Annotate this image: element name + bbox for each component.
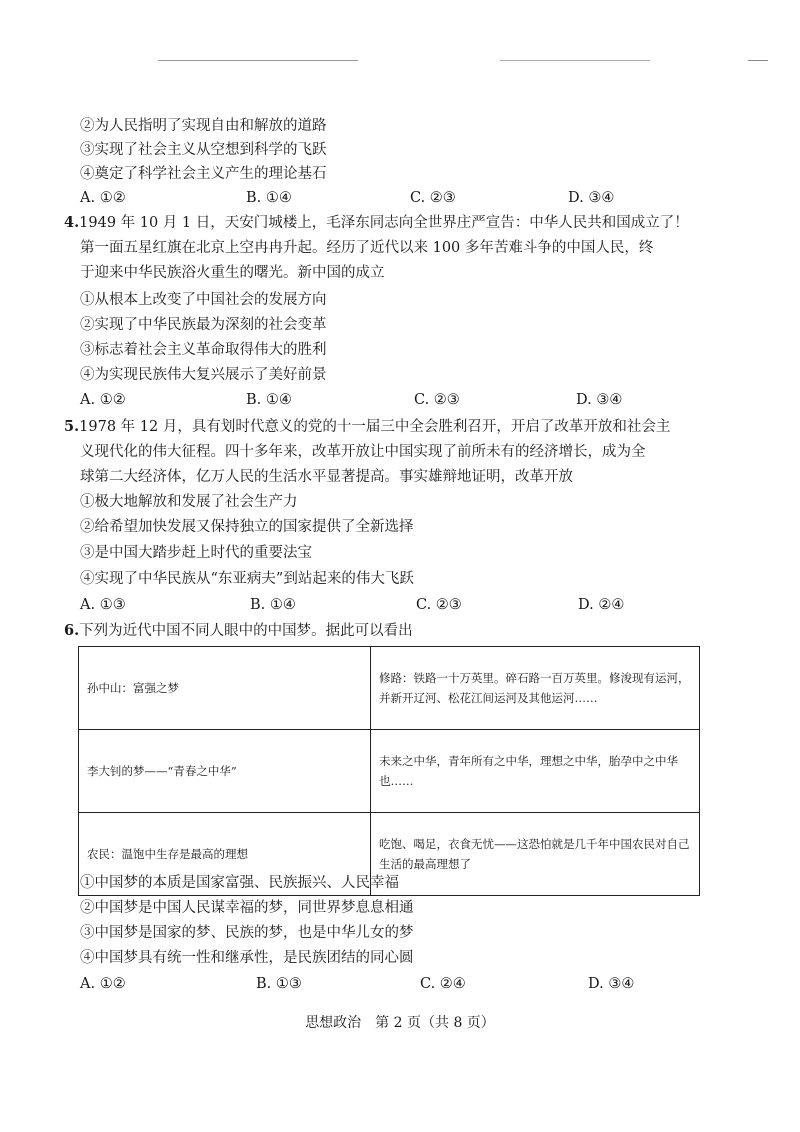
q5-item-4: ④实现了中华民族从“东亚病夫”到站起来的伟大飞跃 — [80, 571, 414, 587]
q3-option-d[interactable]: D. ③④ — [568, 190, 615, 206]
q5-stem-line-1 — [64, 416, 670, 438]
q6-item-3: ③中国梦是国家的梦、民族的梦，也是中华儿女的梦 — [80, 925, 414, 941]
q6-option-d[interactable]: D. ③④ — [588, 976, 635, 992]
q4-stem-line-1 — [64, 212, 689, 234]
q6-item-4: ④中国梦具有统一性和继承性，是民族团结的同心圆 — [80, 950, 414, 966]
q5-stem-text-1: 1978 年 12 月，具有划时代意义的党的十一届三中全会胜利召开，开启了改革开放和社会主 — [79, 419, 671, 435]
q5-option-c[interactable]: C. ②③ — [416, 597, 462, 613]
page-footer: 思想政治 第 2 页（共 8 页） — [305, 1015, 495, 1031]
q4-option-c[interactable]: C. ②③ — [414, 392, 460, 408]
q4-stem-line-2: 第一面五星红旗在北京上空冉冉升起。经历了近代以来 100 多年苦难斗争的中国人民，终 — [80, 240, 654, 256]
q4-item-2: ②实现了中华民族最为深刻的社会变革 — [80, 317, 327, 333]
q5-option-d[interactable]: D. ②④ — [578, 597, 625, 613]
q6-stem-text: 下列为近代中国不同人眼中的中国梦。据此可以看出 — [79, 623, 413, 639]
header-rule-mid — [500, 60, 650, 61]
q5-option-b[interactable]: B. ①④ — [250, 597, 296, 613]
q4-item-4: ④为实现民族伟大复兴展示了美好前景 — [80, 367, 327, 383]
q4-option-b[interactable]: B. ①④ — [246, 392, 292, 408]
q6-option-a[interactable]: A. ①② — [80, 976, 126, 992]
dream-who-cell: 李大钊的梦——“青春之中华” — [79, 730, 371, 813]
q5-option-a[interactable]: A. ①③ — [80, 597, 126, 613]
q4-item-3: ③标志着社会主义革命取得伟大的胜利 — [80, 342, 327, 358]
q3-option-b[interactable]: B. ①④ — [246, 190, 292, 206]
q6-item-2: ②中国梦是中国人民谋幸福的梦，同世界梦息息相通 — [80, 900, 414, 916]
q5-item-1: ①极大地解放和发展了社会生产力 — [80, 494, 298, 510]
q5-item-3: ③是中国大踏步赶上时代的重要法宝 — [80, 545, 312, 561]
dream-desc-cell: 吃饱、喝足，衣食无忧——这恐怕就是几千年中国农民对自己生活的最高理想了 — [371, 813, 700, 896]
q4-option-a[interactable]: A. ①② — [80, 392, 126, 408]
q6-stem — [64, 620, 413, 642]
q6-option-c[interactable]: C. ②④ — [420, 976, 466, 992]
q5-stem-line-2: 义现代化的伟大征程。四十多年来，改革开放让中国实现了前所未有的经济增长，成为全 — [80, 444, 646, 460]
header-rule-right — [748, 60, 768, 61]
dream-desc-cell: 未来之中华，青年所有之中华，理想之中华，胎孕中之中华也…… — [371, 730, 700, 813]
q6-item-1: ①中国梦的本质是国家富强、民族振兴、人民幸福 — [80, 875, 399, 891]
q3-option-c[interactable]: C. ②③ — [410, 190, 456, 206]
q4-item-1: ①从根本上改变了中国社会的发展方向 — [80, 292, 327, 308]
q4-option-d[interactable]: D. ③④ — [576, 392, 623, 408]
q6-dream-table — [78, 646, 700, 896]
q6-option-b[interactable]: B. ①③ — [256, 976, 302, 992]
dream-who-cell: 孙中山：富强之梦 — [79, 647, 371, 730]
header-rule-left — [158, 60, 358, 61]
q3-option-a[interactable]: A. ①② — [80, 190, 126, 206]
q5-number: 5. — [64, 418, 80, 435]
table-row — [79, 730, 700, 813]
q3-item-3: ③实现了社会主义从空想到科学的飞跃 — [80, 142, 327, 158]
q4-stem-line-3: 于迎来中华民族浴火重生的曙光。新中国的成立 — [80, 265, 385, 281]
q3-item-2: ②为人民指明了实现自由和解放的道路 — [80, 118, 327, 134]
q4-stem-text-1: 1949 年 10 月 1 日，天安门城楼上，毛泽东同志向全世界庄严宣告：中华人民共和国成立了！ — [79, 215, 689, 231]
table-row — [79, 647, 700, 730]
q6-number: 6. — [64, 622, 80, 639]
dream-desc-cell: 修路：铁路一十万英里。碎石路一百万英里。修浚现有运河，并新开辽河、松花江间运河及其他运河…… — [371, 647, 700, 730]
q5-stem-line-3: 球第二大经济体，亿万人民的生活水平显著提高。事实雄辩地证明，改革开放 — [80, 469, 573, 485]
q4-number: 4. — [64, 214, 80, 231]
q3-item-4: ④奠定了科学社会主义产生的理论基石 — [80, 166, 327, 182]
q5-item-2: ②给希望加快发展又保持独立的国家提供了全新选择 — [80, 519, 414, 535]
dream-who-cell: 农民：温饱中生存是最高的理想 — [79, 813, 371, 896]
